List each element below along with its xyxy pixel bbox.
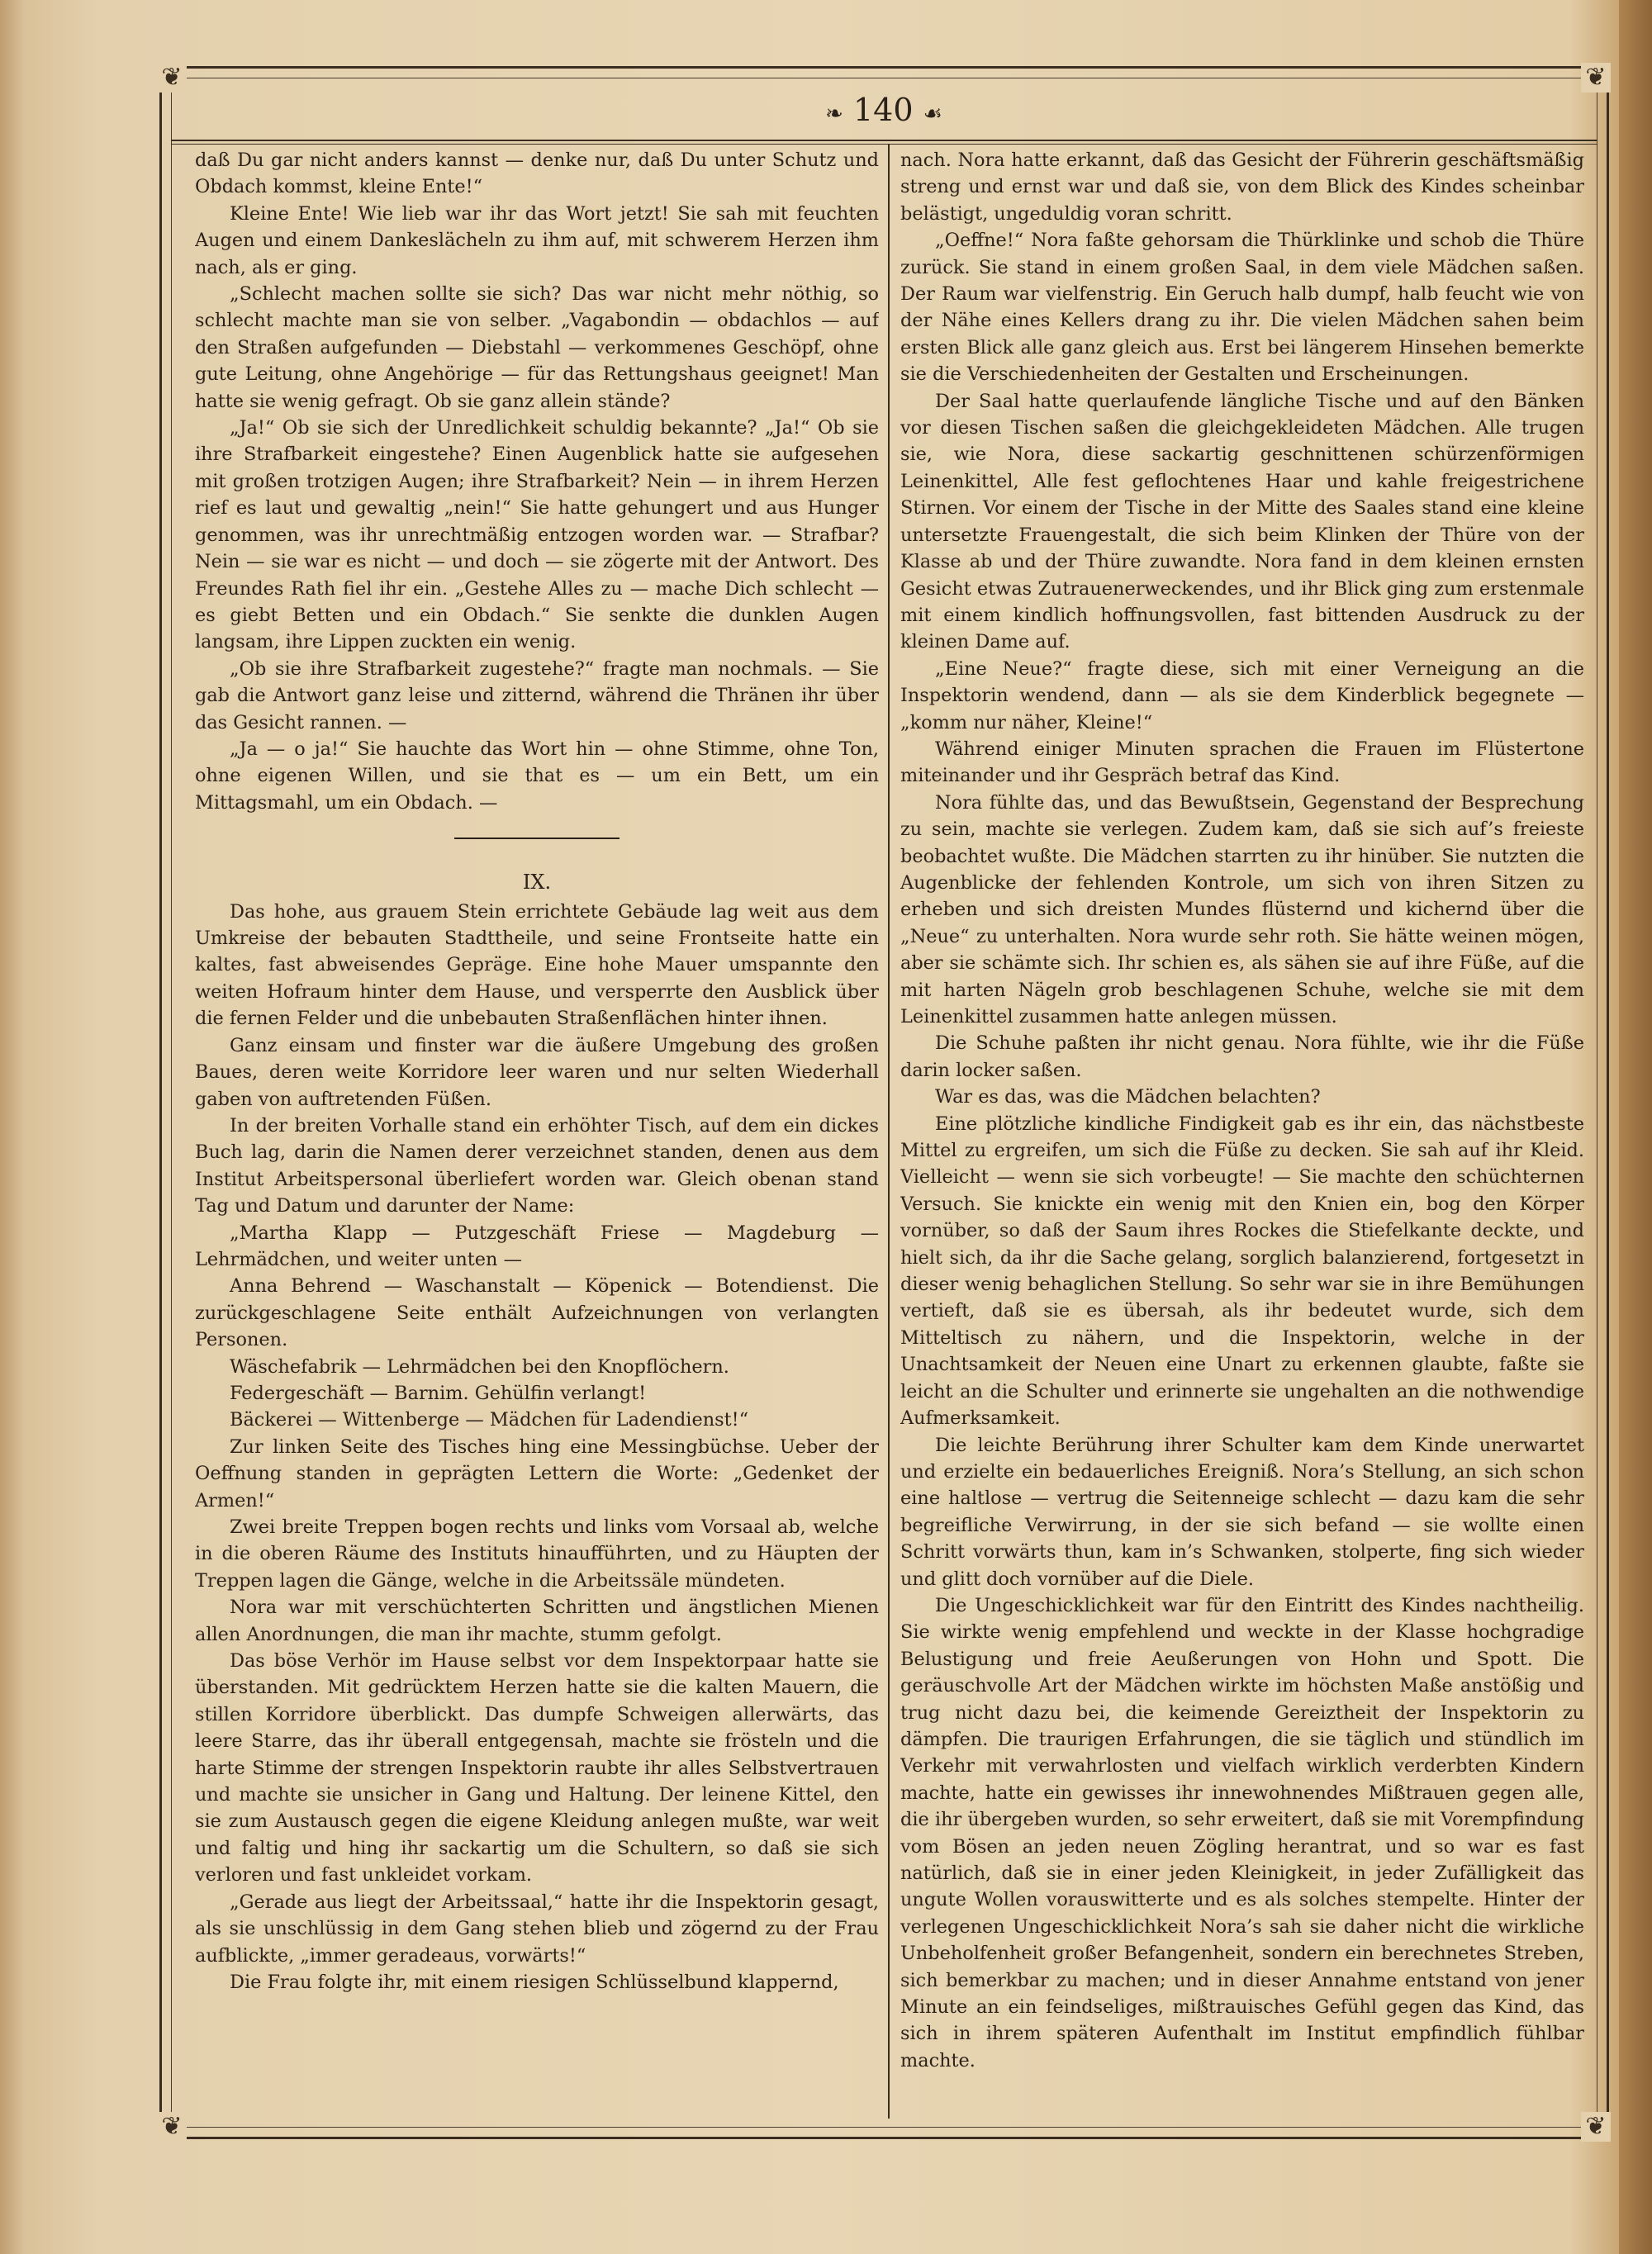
paragraph: Eine plötzliche kindliche Findigkeit gab es ihr ein, das nächstbeste Mittel zu ergreifen, um sich die Füße zu decken. Sie sah auf ihr Kleid. Vielleicht — wenn sie sich vorbeugte! — Sie machte den schüchternen Versuch. Sie knickte ein wenig mit den Knien ein, bog den Körper vornüber, so daß der Saum ihres Rockes die Stiefelkante deckte, und hielt sich, da ihr die Sache gelang, sorglich balanzierend, fortgesetzt in dieser wenig behaglichen Stellung. So sehr war sie in ihre Bemühungen vertieft, daß sie es übersah, als ihr bedeutet wurde, sich dem Mitteltisch zu nähern, und die Inspektorin, welche in der Unachtsamkeit der Neuen eine Unart zu erkennen glaubte, faßte sie leicht an die Schulter und erinnerte sie ungehalten an die nothwendige Aufmerksamkeit. [900,1113,1584,1430]
column-divider [888,145,890,2119]
paragraph: „Gerade aus liegt der Arbeitssaal,“ hatte ihr die Inspektorin gesagt, als sie unschlüssig in dem Gang stehen blieb und zögernd zu der Frau aufblickte, „immer geradeaus, vorwärts!“ [195,1891,879,1967]
paragraph: Während einiger Minuten sprachen die Frauen im Flüstertone miteinander und ihr Gespräch betraf das Kind. [900,738,1584,787]
paragraph: Der Saal hatte querlaufende längliche Tische und auf den Bänken vor diesen Tischen saßen die gleichgekleideten Mädchen. Alle trugen sie, wie Nora, diese sackartig geschnittenen schürzenförmigen Leinenkittel, Alle fest geflochtenes Haar und kahle freigestrichene Stirnen. Vor einem der Tische in der Mitte des Saales stand eine kleine untersetzte Frauengestalt, die sich beim Klinken der Thüre von der Klasse ab und der Thüre zuwandte. Nora fand in dem kleinen ernsten Gesicht etwas Zutrauenerweckendes, und ihr Blick ging zum erstenmale mit einem kindlich hoffnungsvollen, fast bittenden Ausdruck zu der kleinen Dame auf. [900,390,1584,653]
paragraph: Die Schuhe paßten ihr nicht genau. Nora fühlte, wie ihr die Füße darin locker saßen. [900,1032,1584,1081]
paragraph: Wäschefabrik — Lehrmädchen bei den Knopflöchern. [230,1355,729,1378]
paragraph: „Ja — o ja!“ Sie hauchte das Wort hin — ohne Stimme, ohne Ton, ohne eigenen Willen, und sie that es — um ein Bett, um ein Mittagsmahl, um ein Obdach. — [195,738,879,814]
section-rule [454,838,620,839]
paragraph: Das hohe, aus grauem Stein errichtete Gebäude lag weit aus dem Umkreise der bebauten Stadttheile, und seine Frontseite hatte ein kaltes, fast abweisendes Gepräge. Eine hohe Mauer umspannte den weiten Hofraum hinter dem Hause, und versperrte den Ausblick über die fernen Felder und die unbebauten Straßenflächen hinter ihnen. [195,900,879,1030]
paragraph: Nora fühlte das, und das Bewußtsein, Gegenstand der Besprechung zu sein, machte sie verlegen. Zudem kam, daß sie sich auf’s freieste beobachtet wußte. Die Mädchen starrten zu ihr hinüber. Sie nutzten die Augenblicke der fehlenden Kontrole, um sich von ihren Sitzen zu erheben und sich dreisten Mundes flüsternd und kichernd über die „Neue“ zu unterhalten. Nora wurde sehr roth. Sie hätte weinen mögen, aber sie schämte sich. Ihr schien es, als sähen sie auf ihre Füße, auf die mit harten Nägeln grob beschlagenen Schuhe, welche sie mit dem Leinenkittel zusammen hatte anlegen müssen. [900,791,1584,1027]
paragraph: Die leichte Berührung ihrer Schulter kam dem Kinde unerwartet und erzielte ein bedauerliches Ereigniß. Nora’s Stellung, an sich schon eine haltlose — vertrug die Seitenneige schlecht — dazu kam die sehr begreifliche Verwirrung, in der sie sich befand — sie wollte einen Schritt vorwärts thun, kam in’s Schwanken, stolperte, fing sich wieder und glitt doch vornüber auf die Diele. [900,1434,1584,1590]
paragraph: „Eine Neue?“ fragte diese, sich mit einer Verneigung an die Inspektorin wendend, dann — als sie dem Kinderblick begegnete — „komm nur näher, Kleine!“ [900,657,1584,733]
paragraph: „Ja!“ Ob sie sich der Unredlichkeit schuldig bekannte? „Ja!“ Ob sie ihre Strafbarkeit eingestehe? Einen Augenblick hatte sie aufgesehen mit großen trotzigen Augen; ihre Strafbarkeit? Nein — in ihrem Herzen rief es laut und gewaltig „nein!“ Sie hatte gehungert und aus Hunger genommen, was ihr unrechtmäßig entzogen worden war. — Strafbar? Nein — sie war es nicht — und doch — sie zögerte mit der Antwort. Des Freundes Rath fiel ihr ein. „Gestehe Alles zu — mache Dich schlecht — es giebt Betten und ein Obdach.“ Sie senkte die dunklen Augen langsam, ihre Lippen zuckten ein wenig. [195,417,879,653]
paragraph: „Ob sie ihre Strafbarkeit zugestehe?“ fragte man nochmals. — Sie gab die Antwort ganz leise und zitternd, während die Thränen ihr über das Gesicht rannen. — [195,657,879,733]
header-ornament-right-icon: ☙ [923,102,942,126]
paragraph: Nora war mit verschüchterten Schritten und ängstlichen Mienen allen Anordnungen, die man ihr machte, stumm gefolgt. [195,1597,879,1645]
paragraph: nach. Nora hatte erkannt, daß das Gesicht der Führerin geschäftsmäßig streng und ernst war und daß sie, von dem Blick des Kindes scheinbar belästigt, ungeduldig voran schritt. [900,149,1584,225]
paragraph: Kleine Ente! Wie lieb war ihr das Wort jetzt! Sie sah mit feuchten Augen und einem Dankeslächeln zu ihm auf, mit schwerem Herzen ihm nach, als er ging. [195,202,879,278]
section-heading: IX. [522,870,552,894]
corner-ornament-bottom-right: ❦ [1581,2112,1611,2142]
paragraph: „Oeffne!“ Nora faßte gehorsam die Thürklinke und schob die Thüre zurück. Sie stand in einem großen Saal, in dem viele Mädchen saßen. Der Raum war vielfenstrig. Ein Geruch halb dumpf, halb feucht wie von der Nähe eines Kellers drang zu ihr. Die vielen Mädchen sahen beim ersten Blick alle ganz gleich aus. Erst bei längerem Hinsehen bemerkte sie die Verschiedenheiten der Gestalten und Erscheinungen. [900,230,1584,386]
page-header [743,85,1024,135]
paragraph: daß Du gar nicht anders kannst — denke nur, daß Du unter Schutz und Obdach kommst, kleine Ente!“ [195,149,879,198]
paragraph: War es das, was die Mädchen belachten? [935,1086,1321,1108]
left-column [195,147,879,2121]
paragraph: In der breiten Vorhalle stand ein erhöhter Tisch, auf dem ein dickes Buch lag, darin die Namen derer verzeichnet standen, denen aus dem Institut Arbeitspersonal überliefert worden war. Gleich obenan stand Tag und Datum und darunter der Name: [195,1114,879,1217]
paragraph: Zwei breite Treppen bogen rechts und links vom Vorsaal ab, welche in die oberen Räume des Instituts hinaufführten, und zu Häupten der Treppen lagen die Gänge, welche in die Arbeitssäle mündeten. [195,1516,879,1592]
paragraph: Zur linken Seite des Tisches hing eine Messingbüchse. Ueber der Oeffnung standen in geprägten Lettern die Worte: „Gedenket der Armen!“ [195,1435,879,1511]
paragraph: Das böse Verhör im Hause selbst vor dem Inspektorpaar hatte sie überstanden. Mit gedrücktem Herzen hatte sie die kalten Mauern, die stillen Korridore überblickt. Das dumpfe Schweigen allerwärts, das leere Starre, das ihr überall entgegensah, machte sie frösteln und die harte Stimme der strengen Inspektorin raubte ihr alles Selbstvertrauen und machte sie unsicher in Gang und Haltung. Der leinene Kittel, den sie zum Austausch gegen die eigene Kleidung anlegen mußte, war weit und faltig und hing ihr sackartig um die Schultern, so daß sie sich verloren und fast unkleidet vorkam. [195,1650,879,1886]
page-number: 140 [852,92,914,128]
binding-edge [1619,0,1652,2254]
paragraph: Anna Behrend — Waschanstalt — Köpenick — Botendienst. Die zurückgeschlagene Seite enthält Aufzeichnungen von verlangten Personen. [195,1275,879,1351]
paragraph: „Martha Klapp — Putzgeschäft Friese — Magdeburg — Lehrmädchen, und weiter unten — [195,1222,879,1270]
header-ornament-left-icon: ❧ [825,102,843,126]
header-rule [171,140,1597,141]
paragraph: Ganz einsam und finster war die äußere Umgebung des großen Baues, deren weite Korridore leer waren und nur selten Wiederhall gaben von auftretenden Füßen. [195,1034,879,1110]
right-column [900,147,1584,2121]
corner-ornament-bottom-left: ❦ [157,2112,187,2142]
paragraph: Die Frau folgte ihr, mit einem riesigen Schlüsselbund klappernd, [230,1971,839,1993]
header-rule-thin [171,144,1597,145]
paragraph: Die Ungeschicklichkeit war für den Eintritt des Kindes nachtheilig. Sie wirkte wenig empfehlend und weckte in der Klasse hochgradige Belustigung und freie Aeußerungen von Hohn und Spott. Die geräuschvolle Art der Mädchen wirkte im höchsten Maße anstößig und trug nicht dazu bei, die keimende Gereiztheit der Inspektorin zu dämpfen. Die traurigen Erfahrungen, die sie täglich und stündlich im Verkehr mit verwahrlosten und vielfach wirklich verderbten Kindern machte, hatte ein gewisses ihr innewohnendes Mißtrauen gegen alle, die ihr übergeben wurden, so sehr erweitert, daß sie mit Vorempfindung vom Bösen an jeden neuen Zögling herantrat, und so war es fast natürlich, daß sie in einer jeden Kleinigkeit, in jeder Zufälligkeit das ungute Wollen vorauswitterte und es als solches stempelte. Hinter der verlegenen Ungeschicklichkeit Nora’s sah sie daher nicht die wirkliche Unbeholfenheit großer Befangenheit, sondern ein berechnetes Streben, sich bemerkbar zu machen; und in dieser Annahme entstand von jener Minute an ein feindseliges, mißtrauisches Gefühl gegen das Kind, das sich in ihrem späteren Aufenthalt im Institut empfindlich fühlbar machte. [900,1594,1584,2071]
paragraph: „Schlecht machen sollte sie sich? Das war nicht mehr nöthig, so schlecht machte man sie von selber. „Vagabondin — obdachlos — auf den Straßen aufgefunden — Diebstahl — verkommenes Geschöpf, ohne gute Leitung, ohne Angehörige — für das Rettungshaus geeignet! Man hatte sie wenig gefragt. Ob sie ganz allein stände? [195,283,879,412]
paragraph: Federgeschäft — Barnim. Gehülfin verlangt! [230,1382,647,1404]
corner-ornament-top-left: ❦ [157,63,187,93]
corner-ornament-top-right: ❦ [1581,63,1611,93]
paragraph: Bäckerei — Wittenberge — Mädchen für Ladendienst!“ [230,1409,749,1431]
